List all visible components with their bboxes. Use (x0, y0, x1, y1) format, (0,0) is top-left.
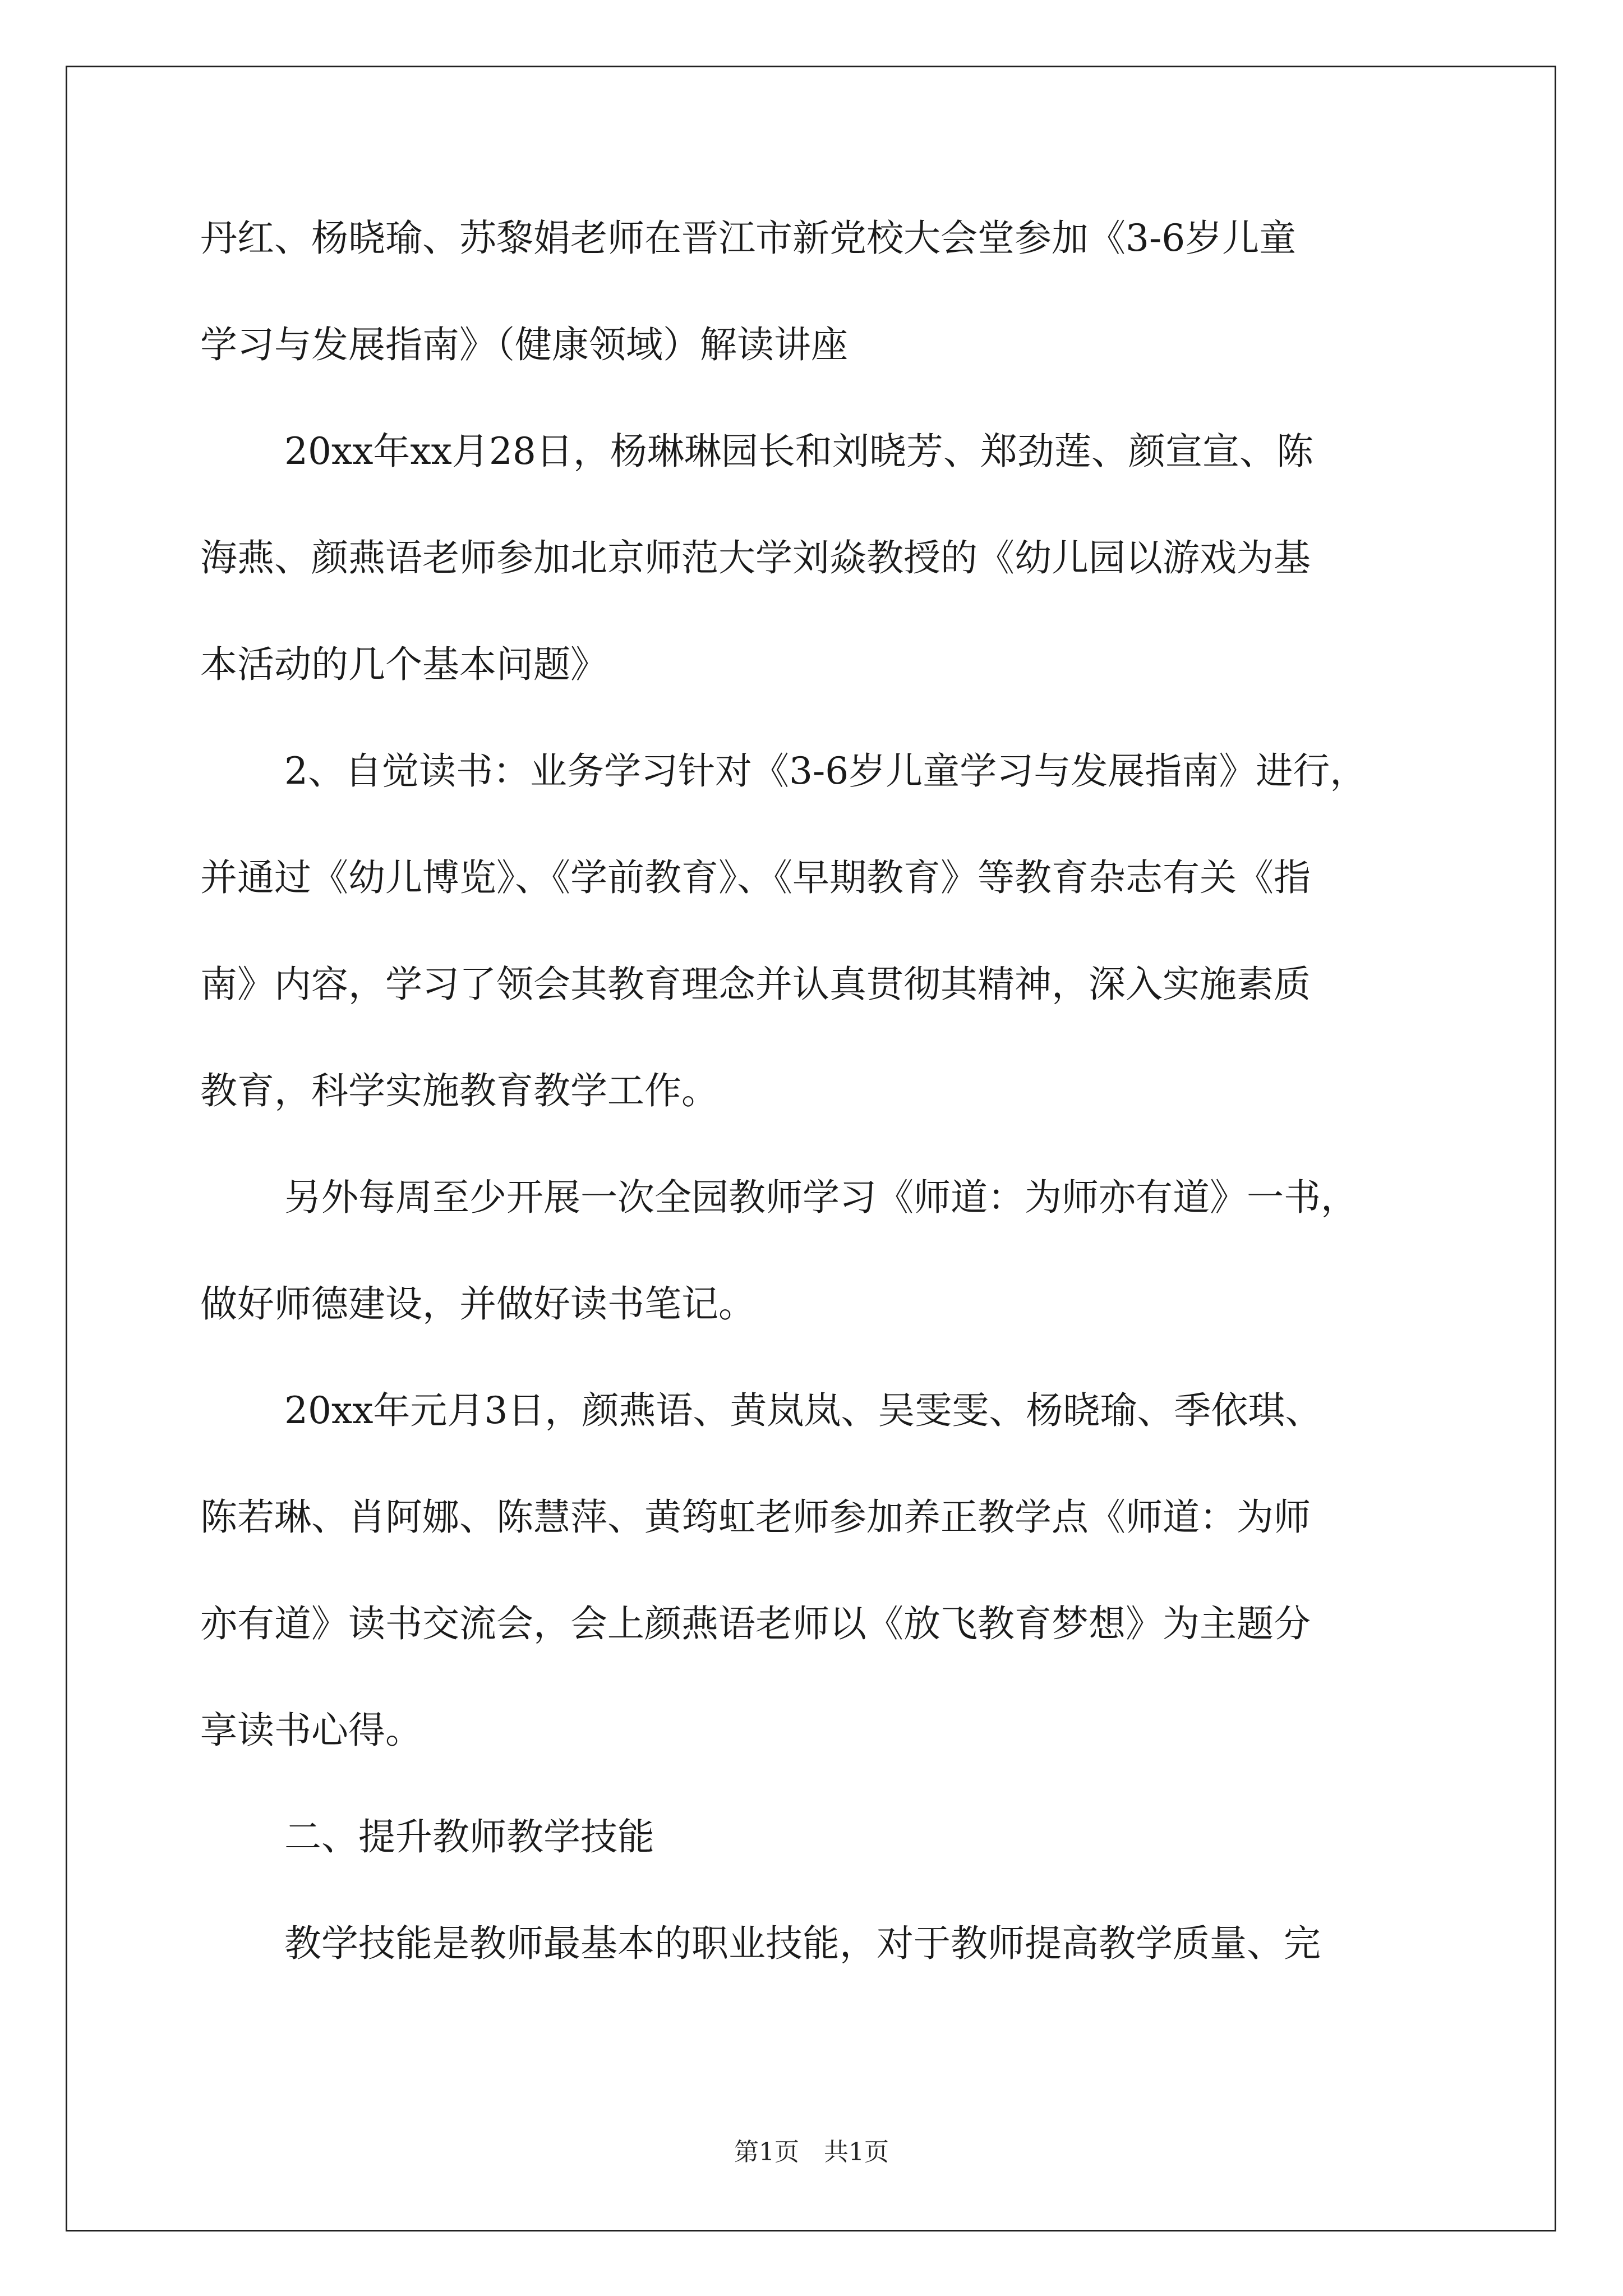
text-line: 教育，科学实施教育教学工作。 (200, 1069, 718, 1112)
text-line: 20xx年元月3日，颜燕语、黄岚岚、吴雯雯、杨晓瑜、季依琪、 (284, 1389, 1322, 1432)
text-line: 本活动的几个基本问题》 (200, 643, 607, 686)
text-line: 并通过《幼儿博览》、《学前教育》、《早期教育》等教育杂志有关《指 (200, 856, 1311, 899)
text-line: 2、自觉读书：业务学习针对《3-6岁儿童学习与发展指南》进行， (284, 749, 1367, 793)
text-line: 海燕、颜燕语老师参加北京师范大学刘焱教授的《幼儿园以游戏为基 (200, 536, 1311, 579)
page-number-footer: 第1页 共1页 (734, 2138, 889, 2166)
text-line: 做好师德建设，并做好读书笔记。 (200, 1282, 755, 1326)
text-line: 陈若琳、肖阿娜、陈慧萍、黄筠虹老师参加养正教学点《师道：为师 (200, 1496, 1311, 1539)
text-line: 学习与发展指南》（健康领域）解读讲座 (200, 323, 848, 366)
text-line: 丹红、杨晓瑜、苏黎娟老师在晋江市新党校大会堂参加《3-6岁儿童 (200, 217, 1297, 260)
text-line: 南》内容，学习了领会其教育理念并认真贯彻其精神，深入实施素质 (200, 963, 1311, 1006)
section-heading: 二、提升教师教学技能 (284, 1815, 654, 1858)
text-line: 20xx年xx月28日，杨琳琳园长和刘晓芳、郑劲莲、颜宣宣、陈 (284, 430, 1313, 473)
page-border (66, 66, 1556, 2231)
text-line: 另外每周至少开展一次全园教师学习《师道：为师亦有道》一书， (284, 1176, 1358, 1219)
text-line: 教学技能是教师最基本的职业技能，对于教师提高教学质量、完 (284, 1922, 1321, 1965)
text-line: 享读书心得。 (200, 1709, 422, 1752)
text-line: 亦有道》读书交流会，会上颜燕语老师以《放飞教育梦想》为主题分 (200, 1602, 1311, 1645)
